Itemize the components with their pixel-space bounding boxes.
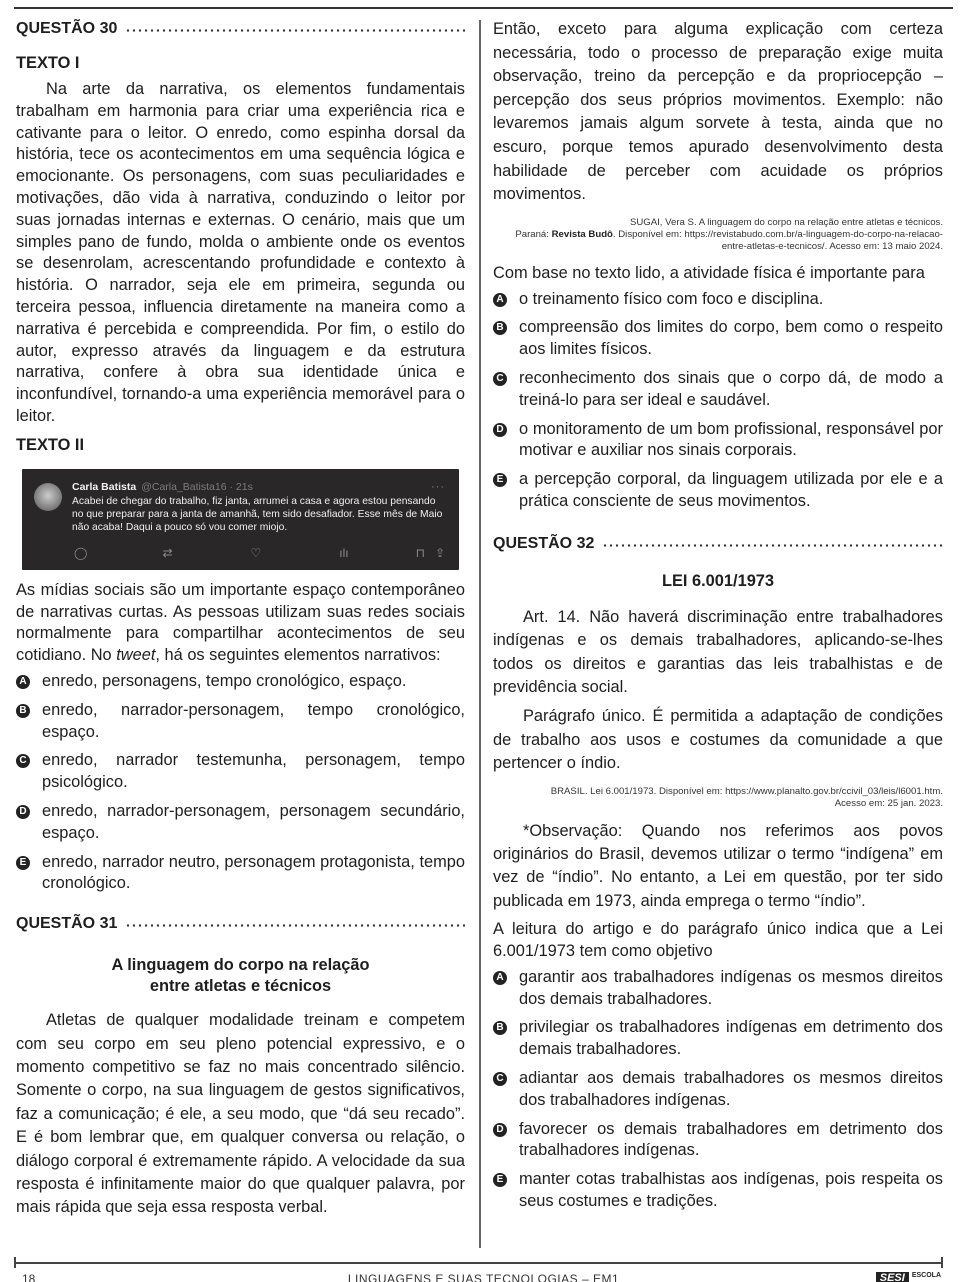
option-c-letter: C bbox=[493, 372, 507, 386]
option-a[interactable]: A garantir aos trabalhadores indígenas os mesmos direitos dos demais trabalhadores. bbox=[493, 967, 943, 1011]
logo-text: ESCOLA bbox=[911, 1272, 941, 1279]
option-c[interactable]: C reconhecimento dos sinais que o corpo dá, de modo a treiná-lo para ser ideal e saudável. bbox=[493, 368, 943, 412]
option-d-letter: D bbox=[16, 805, 30, 819]
option-e[interactable]: E enredo, narrador neutro, personagem protagonista, tempo cronológico. bbox=[16, 852, 465, 896]
views-icon: ılı bbox=[339, 545, 349, 560]
question-30-header bbox=[16, 18, 465, 40]
question-30-options bbox=[16, 671, 465, 895]
option-c[interactable]: C adiantar aos demais trabalhadores os mesmos direitos dos trabalhadores indígenas. bbox=[493, 1068, 943, 1112]
observation-note: *Observação: Quando nos referimos aos povos originários do Brasil, devemos utilizar o termo “indígena” em vez de “índio”. No entanto, a Lei em questão, por ter sido publicada em 1973, ainda emprega o termo “índio”. bbox=[493, 821, 943, 910]
question-30-label: QUESTÃO 30 bbox=[16, 20, 118, 37]
footer-rule-tick-right bbox=[941, 1257, 943, 1268]
option-d-letter: D bbox=[493, 423, 507, 437]
reply-icon: ◯ bbox=[74, 545, 88, 560]
question-32-label: QUESTÃO 32 bbox=[493, 534, 595, 552]
logo-mark: SESI bbox=[876, 1272, 909, 1282]
option-a-letter: A bbox=[16, 675, 30, 689]
option-e-letter: E bbox=[493, 1173, 507, 1187]
tweet-author-name: Carla Batista bbox=[72, 480, 137, 493]
dotted-leader bbox=[602, 544, 943, 547]
option-b-letter: B bbox=[493, 1021, 507, 1035]
law-title: LEI 6.001/1973 bbox=[661, 571, 775, 590]
option-e[interactable]: E manter cotas trabalhistas aos indígenas, pois respeita os seus costumes e tradições. bbox=[493, 1169, 943, 1213]
right-column bbox=[493, 18, 943, 1220]
top-rule bbox=[14, 7, 953, 9]
option-b[interactable]: B privilegiar os trabalhadores indígenas em detrimento dos demais trabalhadores. bbox=[493, 1017, 943, 1061]
article-source: SUGAI, Vera S. A linguagem do corpo na relação entre atletas e técnicos. Paraná: Revista Budô. Disponível em: https://revistabudo.com.br/a-linguagem-do-corpo-na-relacao-entre-atletas-e-tecnicos/. Acesso em: 13 maio 2024. bbox=[515, 216, 943, 252]
like-icon: ♡ bbox=[250, 545, 262, 560]
option-a[interactable]: A enredo, personagens, tempo cronológico, espaço. bbox=[16, 671, 465, 693]
option-a-letter: A bbox=[493, 971, 507, 985]
question-31-options bbox=[493, 289, 943, 513]
option-c-letter: C bbox=[16, 754, 30, 768]
avatar bbox=[34, 483, 62, 511]
option-d[interactable]: D o monitoramento de um bom profissional, responsável por motivar e auxiliar nos sinais corporais. bbox=[493, 419, 943, 463]
option-a-letter: A bbox=[493, 293, 507, 307]
question-32-header bbox=[493, 533, 943, 555]
tweet-actions bbox=[74, 546, 445, 562]
option-b[interactable]: B enredo, narrador-personagem, tempo cronológico, espaço. bbox=[16, 700, 465, 744]
question-32-stem: A leitura do artigo e do parágrafo único indica que a Lei 6.001/1973 tem como objetivo bbox=[493, 920, 943, 960]
article-body-part2: Então, exceto para alguma explicação com certeza necessária, todo o processo de preparação exige muita observação, treino da percepção e da propriocepção – percepção dos seus próprios movimentos. Exemplo: não levaremos jamais algum sorvete à testa, ainda que no escuro, porque temos apurado desenvolvimento desta habilidade de perceber com acuidade os próprios movimentos. bbox=[493, 20, 943, 204]
option-b-letter: B bbox=[493, 321, 507, 335]
more-options-icon: ··· bbox=[431, 480, 445, 493]
page-footer bbox=[0, 1272, 967, 1282]
law-article-14: Art. 14. Não haverá discriminação entre trabalhadores indígenas e os demais trabalhadores, aplicando-se-lhes todos os direitos e garantias das leis trabalhistas e de previdência social. bbox=[493, 607, 943, 696]
dotted-leader bbox=[125, 29, 465, 32]
tweet-handle: @Carla_Batista16 · 21s bbox=[141, 480, 253, 493]
question-31-stem: Com base no texto lido, a atividade física é importante para bbox=[493, 263, 925, 282]
option-e[interactable]: E a percepção corporal, da linguagem utilizada por ele e a prática consciente de seus movimentos. bbox=[493, 469, 943, 513]
article-body-part1: Atletas de qualquer modalidade treinam e competem com seu corpo em seu pleno potencial expressivo, e o momento competitivo se faz no mais concentrado silêncio. Somente o corpo, na sua linguagem de gestos significativos, faz a comunicação; é ele, a seu modo, que “dá seu recado”. E é bom lembrar que, em qualquer conversa ou relação, o diálogo corporal é extremamente rápido. A velocidade da sua resposta é infinitamente maior do que qualquer palavra, por mais rápida que seja essa resposta verbal. bbox=[16, 1011, 465, 1217]
column-divider bbox=[479, 20, 481, 1248]
question-32-options bbox=[493, 967, 943, 1213]
tweet-card bbox=[22, 469, 459, 570]
page-number: 18 bbox=[22, 1272, 36, 1282]
law-paragraph-unico: Parágrafo único. É permitida a adaptação de condições de trabalho aos usos e costumes da comunidade a que pertencer o índio. bbox=[493, 707, 943, 773]
question-30-stem: As mídias sociais são um importante espaço contemporâneo de narrativas curtas. As pessoas utilizam suas redes sociais normalmente para compartilhar acontecimentos de seu cotidiano. No tweet, há os seguintes elementos narrativos: bbox=[16, 580, 465, 665]
footer-subject: LINGUAGENS E SUAS TECNOLOGIAS – EM1 bbox=[347, 1272, 620, 1282]
left-column bbox=[16, 18, 465, 1220]
question-31-header bbox=[16, 913, 465, 935]
option-d[interactable]: D enredo, narrador-personagem, personagem secundário, espaço. bbox=[16, 801, 465, 845]
question-31-label: QUESTÃO 31 bbox=[16, 915, 118, 933]
option-e-letter: E bbox=[493, 473, 507, 487]
sesi-logo bbox=[876, 1272, 941, 1282]
option-b[interactable]: B compreensão dos limites do corpo, bem como o respeito aos limites físicos. bbox=[493, 317, 943, 361]
retweet-icon: ⇄ bbox=[162, 545, 173, 560]
footer-rule bbox=[14, 1262, 943, 1264]
tweet-text: Acabei de chegar do trabalho, fiz janta, arrumei a casa e agora estou pensando no que preparar para a janta de amanhã, tem sido desafiador. Esse mês de Maio não acaba! Daqui a pouco só vou comer miojo. bbox=[72, 495, 443, 533]
law-source: BRASIL. Lei 6.001/1973. Disponível em: https://www.planalto.gov.br/ccivil_03/leis/l6001.htm. Acesso em: 25 jan. 2023. bbox=[550, 785, 943, 809]
dotted-leader bbox=[125, 924, 465, 927]
texto-1-body: Na arte da narrativa, os elementos fundamentais trabalham em harmonia para criar uma experiência rica e cativante para o leitor. O enredo, como espinha dorsal da história, tece os acontecimentos em uma sequência lógica e emocionante. Os personagens, com suas peculiaridades e motivações, dão vida à narrativa, conduzindo o leitor por suas jornadas internas e externas. O cenário, mais que um simples pano de fundo, molda o ambiente onde os eventos se desenrolam, acrescentando profundidade e contexto à história. O narrador, seja ele em primeira, segunda ou terceira pessoa, influencia diretamente na maneira como a narrativa é percebida e compreendida. Por fim, o estilo do autor, expresso através da linguagem e da estrutura narrativa, confere à obra sua identidade única e inconfundível, tornando-a uma experiência memorável para o leitor. bbox=[16, 80, 465, 425]
option-e-letter: E bbox=[16, 856, 30, 870]
share-icon: ⇪ bbox=[434, 545, 445, 560]
option-d[interactable]: D favorecer os demais trabalhadores em detrimento dos trabalhadores indígenas. bbox=[493, 1119, 943, 1163]
option-a[interactable]: A o treinamento físico com foco e disciplina. bbox=[493, 289, 943, 311]
texto-1-title: TEXTO I bbox=[16, 54, 80, 72]
article-title: A linguagem do corpo na relação entre atletas e técnicos bbox=[111, 956, 370, 996]
bookmark-icon: ⊓ bbox=[415, 545, 425, 560]
option-c[interactable]: C enredo, narrador testemunha, personagem, tempo psicológico. bbox=[16, 750, 465, 794]
texto-2-title: TEXTO II bbox=[16, 435, 85, 454]
option-d-letter: D bbox=[493, 1123, 507, 1137]
option-c-letter: C bbox=[493, 1072, 507, 1086]
option-b-letter: B bbox=[16, 704, 30, 718]
